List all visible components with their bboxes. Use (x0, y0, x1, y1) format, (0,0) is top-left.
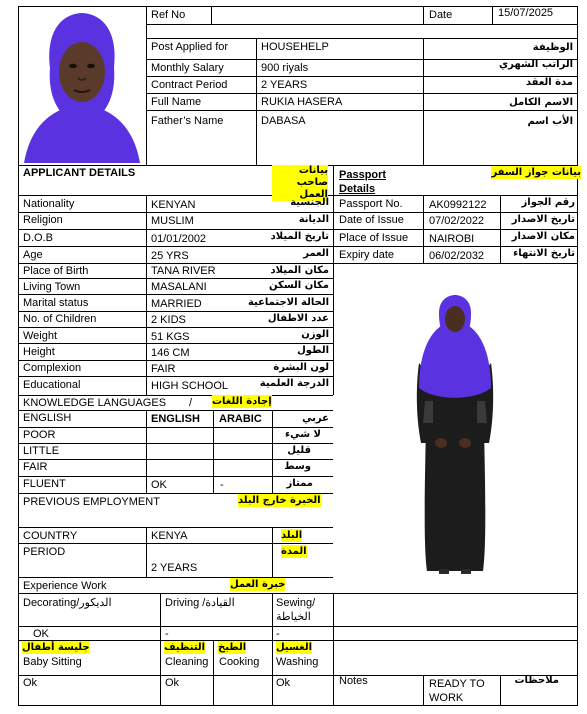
period-label: PERIOD (23, 546, 66, 558)
applicant-row-value: 01/01/2002 (151, 233, 207, 245)
applicant-details-title-ar: بيانات صاحب العمل (272, 165, 328, 201)
language-level-label: POOR (23, 429, 56, 441)
previous-employment-title-ar: الخبرة خارج البلد (238, 495, 321, 506)
passport-details-title: Passport Details (339, 169, 387, 195)
applicant-row-label-ar: الحالة الاجتماعية (247, 297, 329, 308)
applicant-row-label: Height (23, 346, 55, 358)
father-name-label: Father’s Name (151, 115, 224, 127)
languages-title-ar: إجادة اللغات (212, 396, 272, 407)
washing-label-ar: الغسيل (276, 642, 313, 653)
applicant-row-value: 51 KGS (151, 331, 190, 343)
applicant-row-label-ar: الجنسية (290, 197, 329, 208)
date-label: Date (429, 9, 453, 21)
cooking-label-ar: الطبخ (218, 642, 247, 653)
applicant-row-label: Educational (23, 379, 81, 391)
applicant-row-label-ar: الطول (297, 345, 329, 356)
applicant-row-label: No. of Children (23, 313, 97, 325)
contract-value: 2 YEARS (261, 79, 308, 91)
applicant-row-label-ar: مكان الميلاد (270, 265, 329, 276)
period-value: 2 YEARS (151, 562, 198, 574)
experience-title: Experience Work (23, 580, 107, 592)
salary-label-ar: الراتب الشهري (499, 59, 573, 70)
applicant-row-label: Place of Birth (23, 265, 89, 277)
notes-label-ar: ملاحظات (514, 675, 559, 686)
applicant-row-label: Complexion (23, 362, 82, 374)
post-label: Post Applied for (151, 41, 229, 53)
country-label-ar: البلد (281, 530, 303, 541)
applicant-row-label-ar: تاريخ الميلاد (270, 231, 329, 242)
contract-label-ar: مدة العقد (525, 77, 573, 88)
applicant-row-label-ar: العمر (303, 248, 329, 259)
salary-label: Monthly Salary (151, 62, 224, 74)
driving-value: - (165, 628, 169, 640)
applicant-row-label-ar: عدد الاطفال (267, 313, 329, 324)
applicant-portrait (20, 8, 144, 163)
applicant-row-label: Living Town (23, 281, 81, 293)
passport-row-value: 06/02/2032 (429, 250, 485, 262)
applicant-row-label: Nationality (23, 198, 75, 210)
passport-row-label-ar: تاريخ الانتهاء (513, 248, 575, 259)
passport-row-label-ar: مكان الاصدار (511, 231, 575, 242)
baby-sitting-label: Baby Sitting (23, 656, 82, 668)
applicant-row-label: Age (23, 249, 43, 261)
father-name-value: DABASA (261, 115, 306, 127)
notes-label: Notes (339, 675, 368, 687)
sewing-label-ar: الخياطة (276, 611, 311, 623)
passport-row-value: 07/02/2022 (429, 215, 485, 227)
contract-label: Contract Period (151, 79, 228, 91)
languages-col-english: ENGLISH (151, 413, 200, 425)
passport-row-label-ar: تاريخ الاصدار (511, 214, 575, 225)
salary-value: 900 riyals (261, 62, 309, 74)
language-level-label: FLUENT (23, 478, 66, 490)
applicant-row-label: D.O.B (23, 232, 53, 244)
ref-no-label: Ref No (151, 9, 186, 21)
language-level-ar: قليل (287, 445, 311, 456)
period-label-ar: المدة (281, 546, 307, 557)
post-label-ar: الوظيفة (532, 42, 573, 53)
applicant-row-value: MASALANI (151, 281, 207, 293)
date-value: 15/07/2025 (498, 7, 554, 19)
applicant-row-value: MARRIED (151, 298, 202, 310)
full-name-label-ar: الاسم الكامل (509, 97, 573, 108)
applicant-row-label: Weight (23, 330, 58, 342)
sewing-value: - (276, 628, 280, 640)
washing-value: Ok (276, 677, 291, 689)
passport-row-value: AK0992122 (429, 199, 487, 211)
applicant-row-label-ar: الديانة (298, 214, 329, 225)
applicant-row-label: Marital status (23, 297, 89, 309)
sewing-label: Sewing/ (276, 597, 316, 609)
applicant-row-value: 25 YRS (151, 250, 189, 262)
languages-slash: / (189, 397, 193, 409)
notes-value-line2: WORK (429, 692, 464, 704)
cleaning-label: Cleaning (165, 656, 209, 668)
washing-label: Washing (276, 656, 319, 668)
applicant-details-title: APPLICANT DETAILS (23, 167, 136, 179)
cooking-label: Cooking (219, 656, 260, 668)
cleaning-label-ar: التنظيف (164, 642, 206, 653)
language-level-ar: لا شيء (285, 429, 321, 440)
applicant-row-value: TANA RIVER (151, 265, 216, 277)
languages-col-arabic: ARABIC (219, 413, 262, 425)
baby-sitting-label-ar: جليسة أطفال (22, 642, 90, 653)
passport-row-value: NAIROBI (429, 233, 475, 245)
languages-col-ar: عربي (302, 413, 329, 424)
language-english-value: OK (151, 479, 167, 491)
languages-title: KNOWLEDGE LANGUAGES (23, 397, 167, 409)
language-level-ar: وسط (284, 461, 311, 472)
cleaning-value: Ok (165, 677, 180, 689)
applicant-row-label-ar: لون البشرة (273, 362, 329, 373)
notes-value: READY TO (429, 678, 485, 690)
country-label: COUNTRY (23, 530, 78, 542)
applicant-row-value: FAIR (151, 363, 176, 375)
applicant-full-body-photo (405, 293, 505, 578)
applicant-row-value: 2 KIDS (151, 314, 186, 326)
applicant-row-value: KENYAN (151, 199, 196, 211)
experience-title-ar: خبرة العمل (230, 579, 286, 590)
language-level-label: LITTLE (23, 445, 60, 457)
father-name-label-ar: الأب اسم (527, 116, 573, 127)
previous-employment-title: PREVIOUS EMPLOYMENT (23, 496, 160, 508)
passport-row-label: Passport No. (339, 198, 403, 210)
passport-row-label-ar: رقم الجواز (521, 197, 575, 208)
full-name-value: RUKIA HASERA (261, 96, 343, 108)
applicant-row-label-ar: الدرجة العلمية (259, 378, 329, 389)
full-name-label: Full Name (151, 96, 202, 108)
decorating-label: Decorating/الديكور (23, 597, 112, 609)
language-level-label: FAIR (23, 461, 48, 473)
decorating-value: OK (33, 628, 49, 640)
language-level-ar: ممتاز (286, 478, 313, 489)
passport-row-label: Place of Issue (339, 232, 409, 244)
applicant-row-value: MUSLIM (151, 215, 194, 227)
applicant-row-label-ar: مكان السكن (269, 280, 329, 291)
driving-label: Driving /القيادة (165, 597, 235, 609)
applicant-row-label: Religion (23, 214, 63, 226)
applicant-row-value: 146 CM (151, 347, 190, 359)
languages-col-en: ENGLISH (23, 412, 72, 424)
language-arabic-value: - (220, 479, 224, 491)
country-value: KENYA (151, 530, 188, 542)
passport-details-title-ar: بيانات جواز السفر (491, 167, 581, 178)
passport-row-label: Date of Issue (339, 214, 404, 226)
baby-sitting-value: Ok (23, 677, 38, 689)
passport-row-label: Expiry date (339, 249, 395, 261)
applicant-row-label-ar: الوزن (301, 329, 329, 340)
applicant-row-value: HIGH SCHOOL (151, 380, 229, 392)
post-value: HOUSEHELP (261, 41, 329, 53)
